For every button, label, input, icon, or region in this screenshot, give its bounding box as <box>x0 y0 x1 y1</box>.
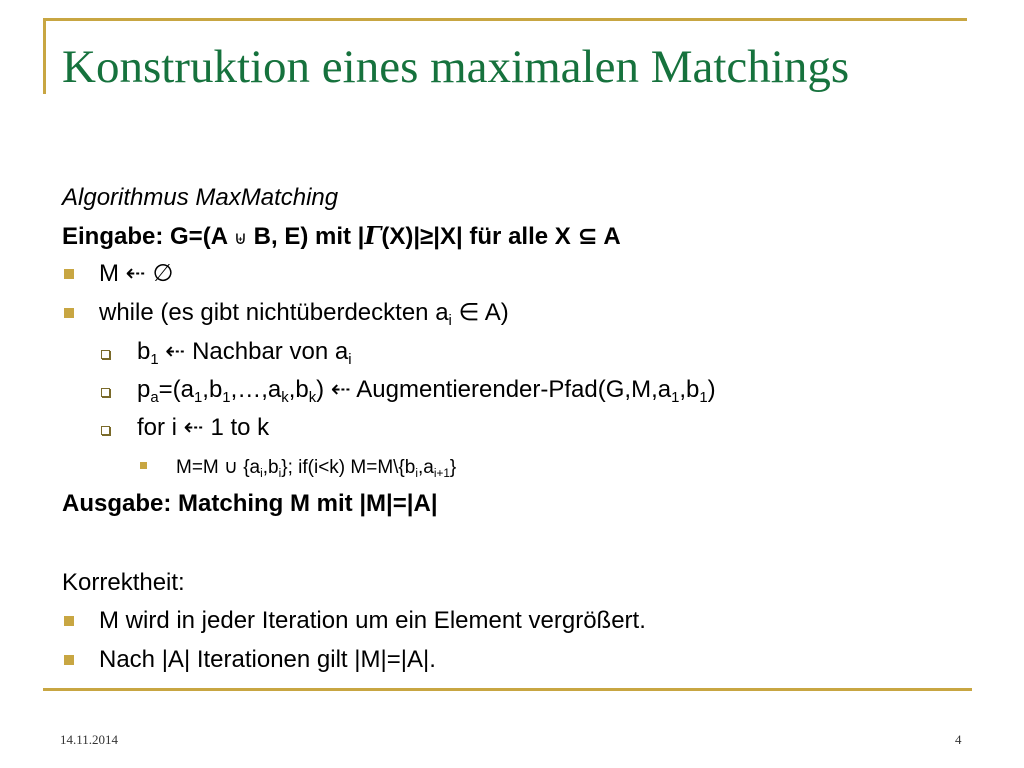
footer-rule <box>43 688 972 691</box>
title-accent-bar <box>43 18 46 94</box>
algorithm-input: Eingabe: G=(A ⊎ B, E) mit |Γ(X)|≥|X| für alle X ⊆ A <box>62 221 621 250</box>
inner-step-update: M=M ∪ $\{a_i,b_i\}$; if(i<k) $M=M\backslash\{b_i,a_{i+1}\}$ <box>176 457 457 481</box>
algorithm-heading: Algorithmus MaxMatching <box>62 184 339 211</box>
step-while: while (es gibt nichtüberdeckten $a_i$ ∈ A) <box>99 299 509 330</box>
gamma-symbol: Γ <box>364 221 382 250</box>
substep-for-loop: for i ⇠ 1 to k <box>137 414 270 441</box>
bullet-square <box>64 308 74 318</box>
correctness-point: Nach |A| Iterationen gilt |M|=|A|. <box>99 646 436 673</box>
correctness-point: M wird in jeder Iteration um ein Element vergrößert. <box>99 607 646 634</box>
page-title: Konstruktion eines maximalen Matchings <box>62 41 850 93</box>
bullet-hollow-square <box>101 388 110 397</box>
correctness-heading: Korrektheit: <box>62 569 185 596</box>
bullet-square-small <box>140 462 147 469</box>
disjoint-union-symbol: ⊎ <box>233 228 247 248</box>
bullet-square <box>64 655 74 665</box>
footer-date: 14.11.2014 <box>60 732 119 747</box>
bullet-square <box>64 269 74 279</box>
algorithm-output: Ausgabe: Matching M mit |M|=|A| <box>62 490 438 517</box>
page-number: 4 <box>955 732 962 747</box>
bullet-square <box>64 616 74 626</box>
substep-augmenting-path: $p_a=(a_1,b_1,\dots,a_k,b_k)$ ⇠ Augmentierender-$Pfad(G,M,a_1,b_1)$ <box>137 376 716 407</box>
substep-neighbor: $b_1$ ⇠ Nachbar von $a_i$ <box>137 338 352 369</box>
bullet-hollow-square <box>101 350 110 359</box>
bullet-hollow-square <box>101 426 110 435</box>
top-rule <box>43 18 967 21</box>
step-init: M ⇠ ∅ <box>99 260 174 287</box>
